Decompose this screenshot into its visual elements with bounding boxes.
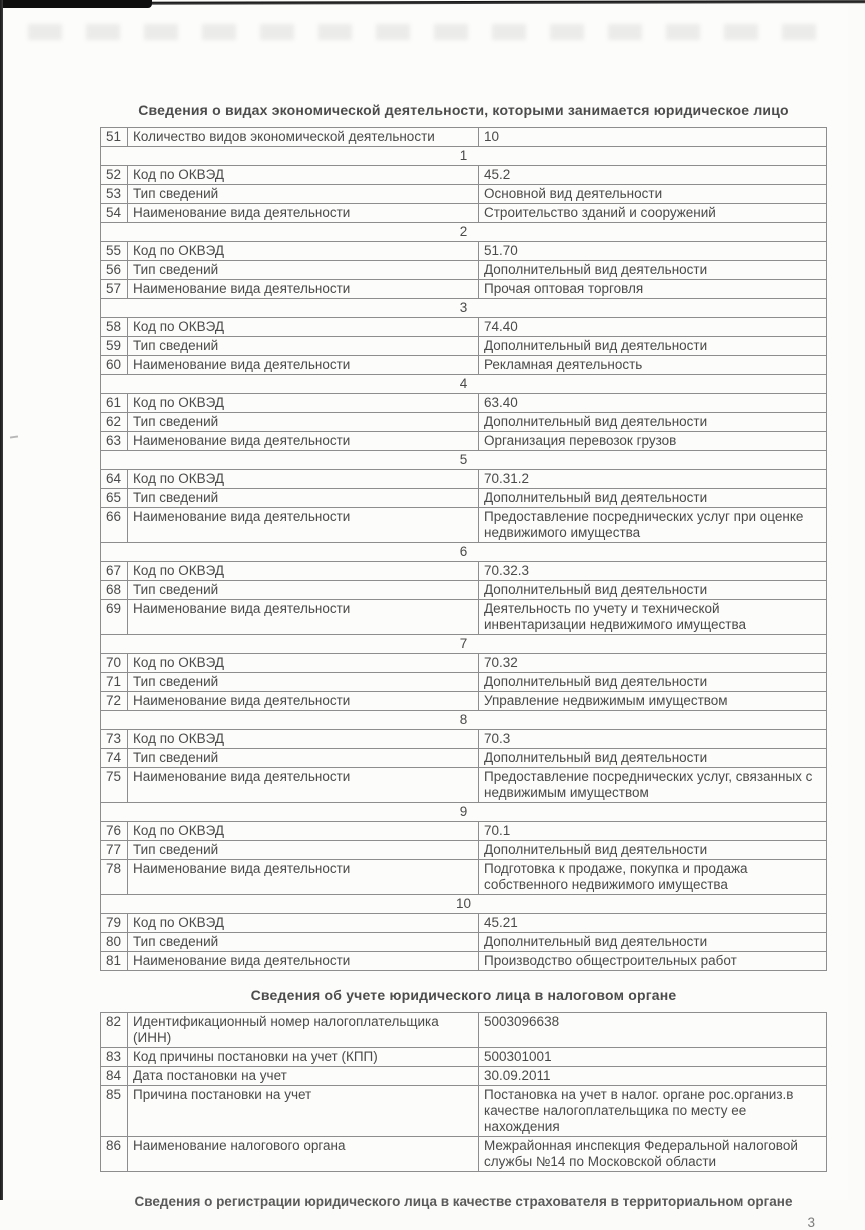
section2-title: Сведения об учете юридического лица в налоговом органе bbox=[250, 987, 677, 1003]
row-label: Наименование вида деятельности bbox=[128, 204, 479, 223]
group-header-row bbox=[101, 223, 827, 242]
row-number: 73 bbox=[101, 730, 128, 749]
row-label: Код по ОКВЭД bbox=[128, 654, 479, 673]
table-row bbox=[101, 841, 827, 860]
row-value: Предоставление посреднических услуг, связанных с недвижимым имуществом bbox=[479, 768, 827, 803]
row-number: 64 bbox=[101, 470, 128, 489]
row-number: 67 bbox=[101, 562, 128, 581]
row-label: Наименование налогового органа bbox=[128, 1137, 479, 1172]
row-label: Код по ОКВЭД bbox=[128, 318, 479, 337]
table-row bbox=[101, 432, 827, 451]
row-number: 53 bbox=[101, 185, 128, 204]
row-value: Дополнительный вид деятельности bbox=[479, 749, 827, 768]
row-value: Предоставление посреднических услуг при оценке недвижимого имущества bbox=[479, 508, 827, 543]
row-label: Тип сведений bbox=[128, 933, 479, 952]
group-number: 9 bbox=[101, 803, 827, 822]
table-row bbox=[101, 952, 827, 971]
table-row bbox=[101, 768, 827, 803]
row-label: Наименование вида деятельности bbox=[128, 768, 479, 803]
row-value: 63.40 bbox=[479, 394, 827, 413]
row-value: 70.31.2 bbox=[479, 470, 827, 489]
table-row bbox=[101, 413, 827, 432]
row-number: 60 bbox=[101, 356, 128, 375]
group-header-row bbox=[101, 147, 827, 166]
group-header-row bbox=[101, 299, 827, 318]
scan-artifact-dash bbox=[10, 435, 18, 438]
row-value: Строительство зданий и сооружений bbox=[479, 204, 827, 223]
table-row bbox=[101, 508, 827, 543]
group-number: 4 bbox=[101, 375, 827, 394]
table-row bbox=[101, 933, 827, 952]
row-label: Наименование вида деятельности bbox=[128, 280, 479, 299]
page-number: 3 bbox=[807, 1215, 815, 1230]
row-label: Тип сведений bbox=[128, 337, 479, 356]
scan-artifact-left-edge bbox=[0, 0, 3, 1200]
table-row bbox=[101, 600, 827, 635]
group-number: 10 bbox=[101, 895, 827, 914]
table-row bbox=[101, 914, 827, 933]
row-label: Наименование вида деятельности bbox=[128, 508, 479, 543]
table-row bbox=[101, 562, 827, 581]
row-value: 500301001 bbox=[479, 1048, 827, 1067]
row-label: Тип сведений bbox=[128, 489, 479, 508]
row-number: 80 bbox=[101, 933, 128, 952]
row-number: 85 bbox=[101, 1086, 128, 1137]
table-row bbox=[101, 242, 827, 261]
row-value: 30.09.2011 bbox=[479, 1067, 827, 1086]
group-number: 1 bbox=[101, 147, 827, 166]
row-number: 77 bbox=[101, 841, 128, 860]
row-number: 74 bbox=[101, 749, 128, 768]
row-number: 56 bbox=[101, 261, 128, 280]
table-row bbox=[101, 860, 827, 895]
group-number: 2 bbox=[101, 223, 827, 242]
row-number: 86 bbox=[101, 1137, 128, 1172]
group-header-row bbox=[101, 895, 827, 914]
row-value: Дополнительный вид деятельности bbox=[479, 337, 827, 356]
table-row bbox=[101, 1086, 827, 1137]
row-value: Подготовка к продаже, покупка и продажа собственного недвижимого имущества bbox=[479, 860, 827, 895]
row-value: Дополнительный вид деятельности bbox=[479, 933, 827, 952]
table-row bbox=[101, 394, 827, 413]
group-number: 3 bbox=[101, 299, 827, 318]
row-label: Код по ОКВЭД bbox=[128, 562, 479, 581]
row-value: Дополнительный вид деятельности bbox=[479, 261, 827, 280]
row-number: 58 bbox=[101, 318, 128, 337]
row-label: Наименование вида деятельности bbox=[128, 432, 479, 451]
row-value: Производство общестроительных работ bbox=[479, 952, 827, 971]
row-number: 78 bbox=[101, 860, 128, 895]
activities-table bbox=[100, 127, 827, 971]
tax-registration-table bbox=[100, 1012, 827, 1172]
row-number: 79 bbox=[101, 914, 128, 933]
group-header-row bbox=[101, 711, 827, 730]
document-content bbox=[100, 102, 827, 1230]
group-number: 5 bbox=[101, 451, 827, 470]
row-value: 45.21 bbox=[479, 914, 827, 933]
row-value: 70.32.3 bbox=[479, 562, 827, 581]
row-number: 71 bbox=[101, 673, 128, 692]
table-row bbox=[101, 318, 827, 337]
row-value: Деятельность по учету и технической инвентаризации недвижимого имущества bbox=[479, 600, 827, 635]
table-row bbox=[101, 166, 827, 185]
row-number: 83 bbox=[101, 1048, 128, 1067]
row-number: 69 bbox=[101, 600, 128, 635]
group-number: 8 bbox=[101, 711, 827, 730]
row-label: Причина постановки на учет bbox=[128, 1086, 479, 1137]
group-header-row bbox=[101, 543, 827, 562]
table-row bbox=[101, 749, 827, 768]
row-label: Тип сведений bbox=[128, 749, 479, 768]
row-label: Наименование вида деятельности bbox=[128, 692, 479, 711]
row-label: Наименование вида деятельности bbox=[128, 860, 479, 895]
row-value: Дополнительный вид деятельности bbox=[479, 413, 827, 432]
row-number: 66 bbox=[101, 508, 128, 543]
row-value: Дополнительный вид деятельности bbox=[479, 581, 827, 600]
table-row bbox=[101, 489, 827, 508]
row-label: Код по ОКВЭД bbox=[128, 242, 479, 261]
scan-artifact-smudges bbox=[28, 24, 834, 40]
row-label: Тип сведений bbox=[128, 261, 479, 280]
group-header-row bbox=[101, 375, 827, 394]
table-row bbox=[101, 654, 827, 673]
row-number: 68 bbox=[101, 581, 128, 600]
row-label: Код причины постановки на учет (КПП) bbox=[128, 1048, 479, 1067]
group-header-row bbox=[101, 635, 827, 654]
table-row bbox=[101, 1048, 827, 1067]
row-number: 62 bbox=[101, 413, 128, 432]
footer-section-title: Сведения о регистрации юридического лица в качестве страхователя в территориальном органе bbox=[134, 1194, 793, 1209]
table-row bbox=[101, 128, 827, 147]
table-row bbox=[101, 261, 827, 280]
row-value: Межрайонная инспекция Федеральной налоговой службы №14 по Московской области bbox=[479, 1137, 827, 1172]
row-number: 75 bbox=[101, 768, 128, 803]
section1-title: Сведения о видах экономической деятельности, которыми занимается юридическое лицо bbox=[138, 102, 789, 118]
row-value: Управление недвижимым имуществом bbox=[479, 692, 827, 711]
table-row bbox=[101, 204, 827, 223]
row-label: Наименование вида деятельности bbox=[128, 356, 479, 375]
table-row bbox=[101, 470, 827, 489]
row-value: Дополнительный вид деятельности bbox=[479, 841, 827, 860]
row-value: Постановка на учет в налог. органе рос.организ.в качестве налогоплательщика по месту ее нахождения bbox=[479, 1086, 827, 1137]
group-number: 7 bbox=[101, 635, 827, 654]
row-number: 72 bbox=[101, 692, 128, 711]
row-number: 70 bbox=[101, 654, 128, 673]
row-label: Код по ОКВЭД bbox=[128, 470, 479, 489]
row-number: 82 bbox=[101, 1013, 128, 1048]
row-value: 70.3 bbox=[479, 730, 827, 749]
row-label: Наименование вида деятельности bbox=[128, 952, 479, 971]
group-header-row bbox=[101, 803, 827, 822]
row-value: 70.32 bbox=[479, 654, 827, 673]
row-label: Код по ОКВЭД bbox=[128, 914, 479, 933]
table-row bbox=[101, 1137, 827, 1172]
table-row bbox=[101, 280, 827, 299]
row-number: 57 bbox=[101, 280, 128, 299]
row-label: Наименование вида деятельности bbox=[128, 600, 479, 635]
row-label: Код по ОКВЭД bbox=[128, 166, 479, 185]
row-label: Тип сведений bbox=[128, 841, 479, 860]
row-value: Основной вид деятельности bbox=[479, 185, 827, 204]
row-label: Тип сведений bbox=[128, 413, 479, 432]
row-value: 45.2 bbox=[479, 166, 827, 185]
row-value: 10 bbox=[479, 128, 827, 147]
table-row bbox=[101, 673, 827, 692]
scan-artifact-top-blob bbox=[0, 0, 152, 8]
group-header-row bbox=[101, 451, 827, 470]
row-label: Код по ОКВЭД bbox=[128, 822, 479, 841]
row-label: Тип сведений bbox=[128, 185, 479, 204]
table-row bbox=[101, 581, 827, 600]
row-label: Тип сведений bbox=[128, 673, 479, 692]
table-row bbox=[101, 730, 827, 749]
row-number: 55 bbox=[101, 242, 128, 261]
row-value: 51.70 bbox=[479, 242, 827, 261]
row-value: Прочая оптовая торговля bbox=[479, 280, 827, 299]
row-number: 63 bbox=[101, 432, 128, 451]
table-row bbox=[101, 337, 827, 356]
row-label: Дата постановки на учет bbox=[128, 1067, 479, 1086]
row-value: 70.1 bbox=[479, 822, 827, 841]
row-value: Рекламная деятельность bbox=[479, 356, 827, 375]
table-row bbox=[101, 1013, 827, 1048]
row-label: Количество видов экономической деятельности bbox=[128, 128, 479, 147]
table-row bbox=[101, 692, 827, 711]
table-row bbox=[101, 356, 827, 375]
row-number: 52 bbox=[101, 166, 128, 185]
table-row bbox=[101, 822, 827, 841]
row-number: 61 bbox=[101, 394, 128, 413]
row-label: Идентификационный номер налогоплательщика (ИНН) bbox=[128, 1013, 479, 1048]
row-number: 81 bbox=[101, 952, 128, 971]
row-number: 59 bbox=[101, 337, 128, 356]
row-number: 76 bbox=[101, 822, 128, 841]
row-number: 65 bbox=[101, 489, 128, 508]
group-number: 6 bbox=[101, 543, 827, 562]
row-value: Дополнительный вид деятельности bbox=[479, 489, 827, 508]
row-number: 51 bbox=[101, 128, 128, 147]
row-label: Код по ОКВЭД bbox=[128, 730, 479, 749]
table-row bbox=[101, 1067, 827, 1086]
row-value: Организация перевозок грузов bbox=[479, 432, 827, 451]
row-number: 84 bbox=[101, 1067, 128, 1086]
table-row bbox=[101, 185, 827, 204]
row-number: 54 bbox=[101, 204, 128, 223]
row-value: 5003096638 bbox=[479, 1013, 827, 1048]
row-value: 74.40 bbox=[479, 318, 827, 337]
row-label: Тип сведений bbox=[128, 581, 479, 600]
row-value: Дополнительный вид деятельности bbox=[479, 673, 827, 692]
row-label: Код по ОКВЭД bbox=[128, 394, 479, 413]
